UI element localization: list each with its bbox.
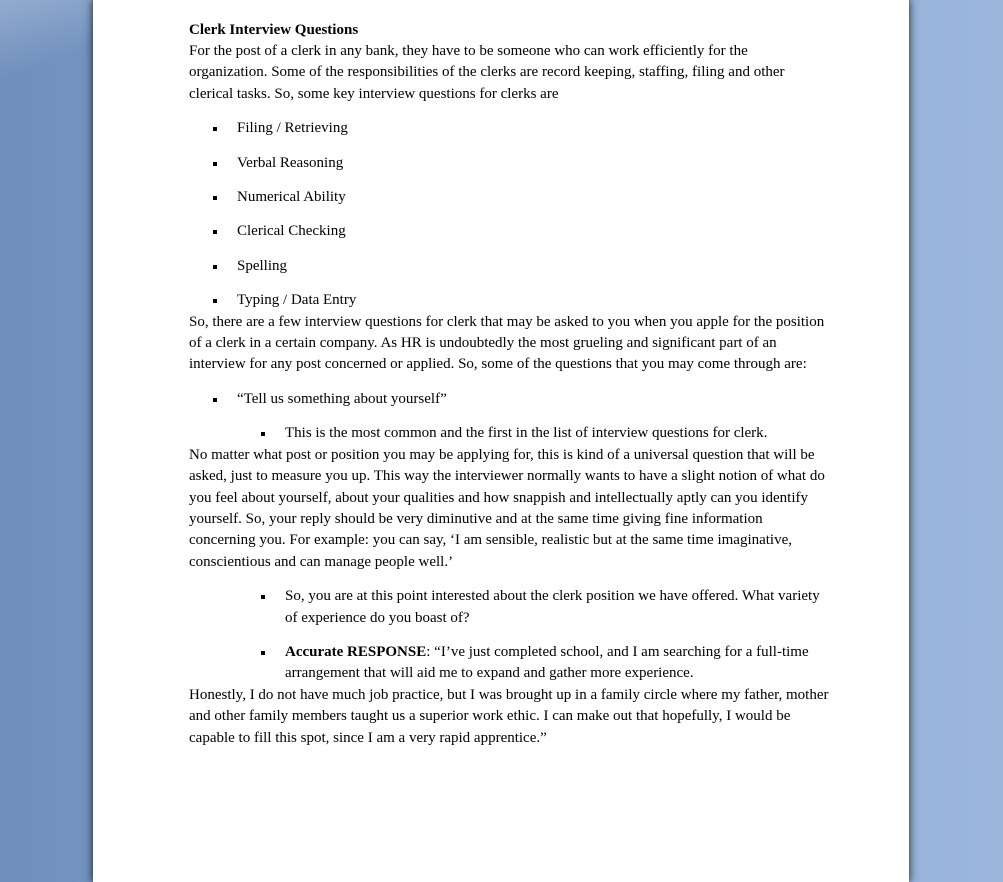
response-text: : “I’ve just completed school, and I am searching for a full-time arrangement that will aid me to expand and gather more experience. bbox=[285, 643, 809, 682]
list-item: Spelling bbox=[189, 256, 829, 277]
bullet-icon bbox=[213, 230, 217, 234]
bullet-icon bbox=[213, 127, 217, 131]
background-glow bbox=[0, 0, 100, 80]
document-page[interactable] bbox=[93, 0, 909, 882]
bullet-icon bbox=[261, 595, 265, 599]
document-title: Clerk Interview Questions bbox=[189, 22, 359, 38]
bullet-icon bbox=[213, 299, 217, 303]
list-item: Numerical Ability bbox=[189, 187, 829, 208]
question-list-1 bbox=[189, 389, 829, 410]
bullet-icon bbox=[213, 265, 217, 269]
closing-paragraph: Honestly, I do not have much job practice, but I was brought up in a family circle where my father, mother and other family members taught us a superior work ethic. I can make out that hopefully, I would be capable to fill this spot, since I am a very rapid apprentice.” bbox=[189, 686, 829, 746]
list-item: Clerical Checking bbox=[189, 221, 829, 242]
bullet-icon bbox=[213, 196, 217, 200]
list-item bbox=[189, 389, 829, 410]
list-item: Typing / Data Entry bbox=[189, 290, 829, 311]
skills-list bbox=[189, 118, 829, 311]
response-label: Accurate RESPONSE bbox=[285, 643, 427, 660]
question-list-2 bbox=[189, 586, 829, 685]
question-1-note: This is the most common and the first in the list of interview questions for clerk. bbox=[285, 425, 768, 442]
list-item: Filing / Retrieving bbox=[189, 118, 829, 139]
answer-guidance-paragraph: No matter what post or position you may be applying for, this is kind of a universal question that will be asked, just to measure you up. This way the interviewer normally wants to have a slight notion of what do you feel about yourself, about your qualities and how snappish and intellectually aptly can you identify yourself. So, your reply should be very diminutive and at the same time giving fine information concerning you. For example: you can say, ‘I am sensible, realistic but at the same time imaginative, conscientious and can manage people well.’ bbox=[189, 446, 825, 570]
bullet-icon bbox=[213, 162, 217, 166]
question-1: “Tell us something about yourself” bbox=[237, 390, 447, 407]
intro-paragraph: For the post of a clerk in any bank, they have to be someone who can work efficiently for the organization. Some of the responsibilities of the clerks are record keeping, staffing, filing and other clerical tasks. So, some key interview questions for clerks are bbox=[189, 43, 785, 102]
questions-paragraph: So, there are a few interview questions for clerk that may be asked to you when you apple for the position of a clerk in a certain company. As HR is undoubtedly the most grueling and significant part of an interview for any post concerned or applied. So, some of the questions that you may come through are: bbox=[189, 313, 825, 373]
list-item: Verbal Reasoning bbox=[189, 153, 829, 174]
bullet-icon bbox=[261, 432, 265, 436]
bullet-icon bbox=[261, 651, 265, 655]
list-item bbox=[189, 423, 829, 444]
bullet-icon bbox=[213, 398, 217, 402]
question-2: So, you are at this point interested about the clerk position we have offered. What variety of experience do you boast of? bbox=[285, 588, 820, 626]
question-notes-1 bbox=[189, 423, 829, 444]
document-body[interactable] bbox=[189, 20, 829, 749]
list-item bbox=[189, 586, 829, 629]
list-item bbox=[189, 642, 829, 685]
